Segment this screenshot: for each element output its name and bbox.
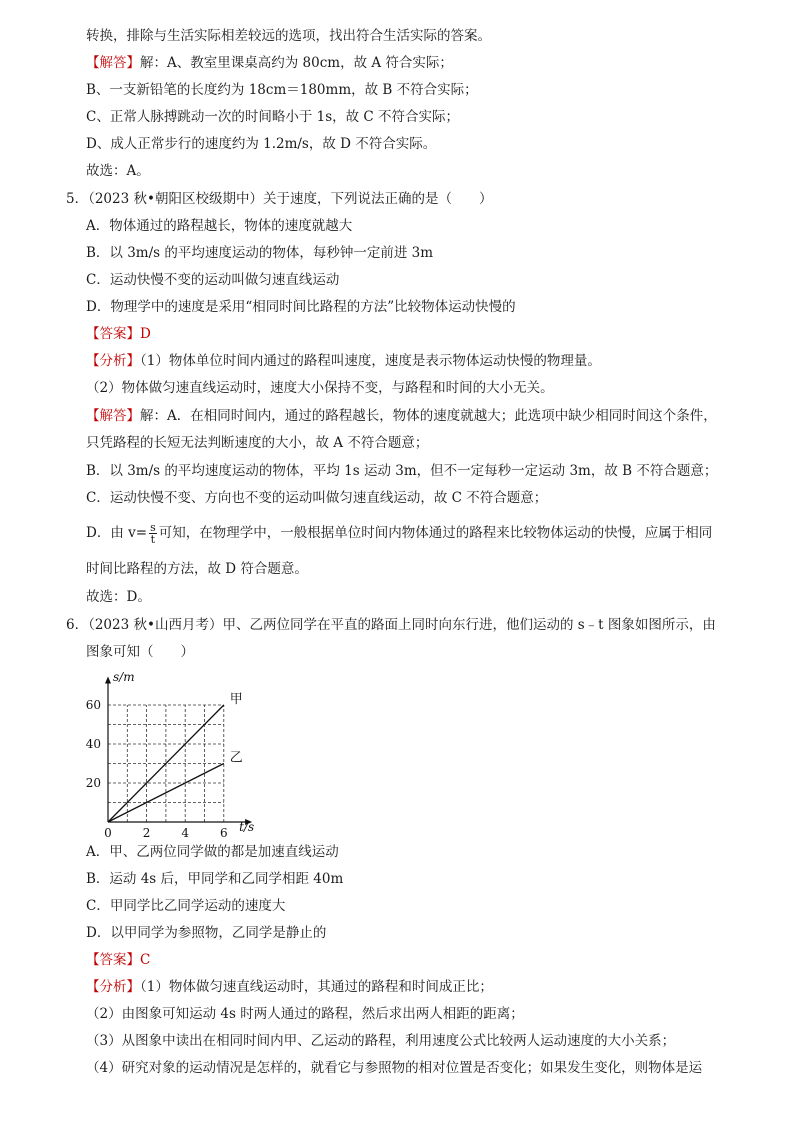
text-line: 时间比路程的方法，故 D 符合题意。 (86, 561, 308, 577)
x-axis-label: t/s (239, 820, 255, 834)
text-line: 故选：D。 (86, 589, 151, 605)
text-line: （2）物体做匀速直线运动时，速度大小保持不变，与路程和时间的大小无关。 (86, 380, 554, 396)
answer-tag: 【答案】 (86, 326, 140, 342)
text-line: 只凭路程的长短无法判断速度的大小，故 A 不符合题意； (86, 435, 429, 451)
fraction-s-over-t (149, 522, 157, 545)
formula-prefix: D．由 v= (86, 525, 148, 541)
text-line (86, 53, 453, 73)
y-tick-label: 40 (85, 737, 101, 751)
analysis-tag: 【分析】 (86, 353, 140, 369)
q5-option-c: C．运动快慢不变的运动叫做匀速直线运动 (86, 272, 340, 288)
text-line: （4）研究对象的运动情况是怎样的，就看它与参照物的相对位置是否变化；如果发生变化，则物体是运 (86, 1060, 703, 1076)
q6-answer (86, 950, 150, 970)
y-axis-label: s/m (113, 670, 135, 684)
answer-value: D (140, 326, 151, 342)
question-5-stem: 5．（2023 秋•朝阳区校级期中）关于速度，下列说法正确的是（ ） (66, 191, 493, 207)
q6-option-b: B．运动 4s 后，甲同学和乙同学相距 40m (86, 871, 344, 887)
x-tick-label: 6 (219, 826, 228, 838)
answer-value: C (140, 952, 151, 968)
q5-analysis (86, 351, 601, 371)
y-axis-arrow (105, 677, 111, 684)
text-line: 转换，排除与生活实际相差较远的选项，找出符合生活实际的答案。 (86, 28, 491, 44)
text-line: 故选：A。 (86, 163, 150, 179)
q5-solve (86, 406, 717, 426)
s-t-graph (80, 668, 280, 838)
x-tick-label: 2 (142, 826, 151, 838)
solve-text: 解：A、教室里课桌高约为 80cm，故 A 符合实际； (140, 55, 453, 71)
q6-option-a: A．甲、乙两位同学做的都是加速直线运动 (86, 844, 339, 860)
series-line (108, 764, 224, 823)
formula-suffix: 可知，在物理学中，一般根据单位时间内物体通过的路程来比较物体运动的快慢，应属于相同 (158, 525, 713, 541)
text-line: B、一支新铅笔的长度约为 18cm＝180mm，故 B 不符合实际； (86, 82, 478, 98)
y-tick-label: 20 (85, 776, 101, 790)
q5-option-a: A．物体通过的路程越长，物体的速度就越大 (86, 218, 353, 234)
solve-text: 解：A．在相同时间内，通过的路程越长，物体的速度就越大；此选项中缺少相同时间这个条件， (140, 408, 717, 424)
analysis-tag: 【分析】 (86, 979, 140, 995)
y-tick-label: 60 (85, 698, 101, 712)
x-tick-label: 0 (104, 826, 112, 838)
analysis-text: （1）物体单位时间内通过的路程叫速度，速度是表示物体运动快慢的物理量。 (140, 353, 601, 369)
q6-option-d: D．以甲同学为参照物，乙同学是静止的 (86, 925, 327, 941)
formula-line (86, 519, 712, 547)
text-line: B．以 3m/s 的平均速度运动的物体，平均 1s 运动 3m，但不一定每秒一定运动 3m，故 B 不符合题意； (86, 463, 718, 479)
text-line: （3）从图象中读出在相同时间内甲、乙运动的路程，利用速度公式比较两人运动速度的大小关系； (86, 1033, 676, 1049)
series-label: 乙 (229, 750, 243, 766)
solve-tag: 【解答】 (86, 408, 140, 424)
q6-analysis (86, 977, 493, 997)
series-label: 甲 (229, 692, 243, 707)
text-line: D、成人正常步行的速度约为 1.2m/s，故 D 不符合实际。 (86, 136, 437, 152)
text-line: C、正常人脉搏跳动一次的时间略小于 1s，故 C 不符合实际； (86, 109, 460, 125)
question-6-stem: 6．（2023 秋•山西月考）甲、乙两位同学在平直的路面上同时向东行进，他们运动的 s﹣t 图象如图所示，由 (66, 617, 716, 633)
chart-labels (86, 670, 254, 838)
text-line: 图象可知（ ） (86, 644, 194, 660)
x-tick-label: 4 (181, 826, 190, 838)
q5-answer (86, 324, 151, 344)
q6-option-c: C．甲同学比乙同学运动的速度大 (86, 898, 286, 914)
solve-tag: 【解答】 (86, 55, 140, 71)
text-line: C．运动快慢不变、方向也不变的运动叫做匀速直线运动，故 C 不符合题意； (86, 490, 548, 506)
text-line: （2）由图象可知运动 4s 时两人通过的路程，然后求出两人相距的距离； (86, 1006, 524, 1022)
q5-option-b: B．以 3m/s 的平均速度运动的物体，每秒钟一定前进 3m (86, 245, 434, 261)
q5-option-d: D．物理学中的速度是采用“相同时间比路程的方法”比较物体运动快慢的 (86, 299, 516, 315)
fraction-denominator: t (150, 533, 156, 546)
analysis-text: （1）物体做匀速直线运动时，其通过的路程和时间成正比； (140, 979, 493, 995)
fraction-numerator: s (150, 521, 156, 534)
answer-tag: 【答案】 (86, 952, 140, 968)
